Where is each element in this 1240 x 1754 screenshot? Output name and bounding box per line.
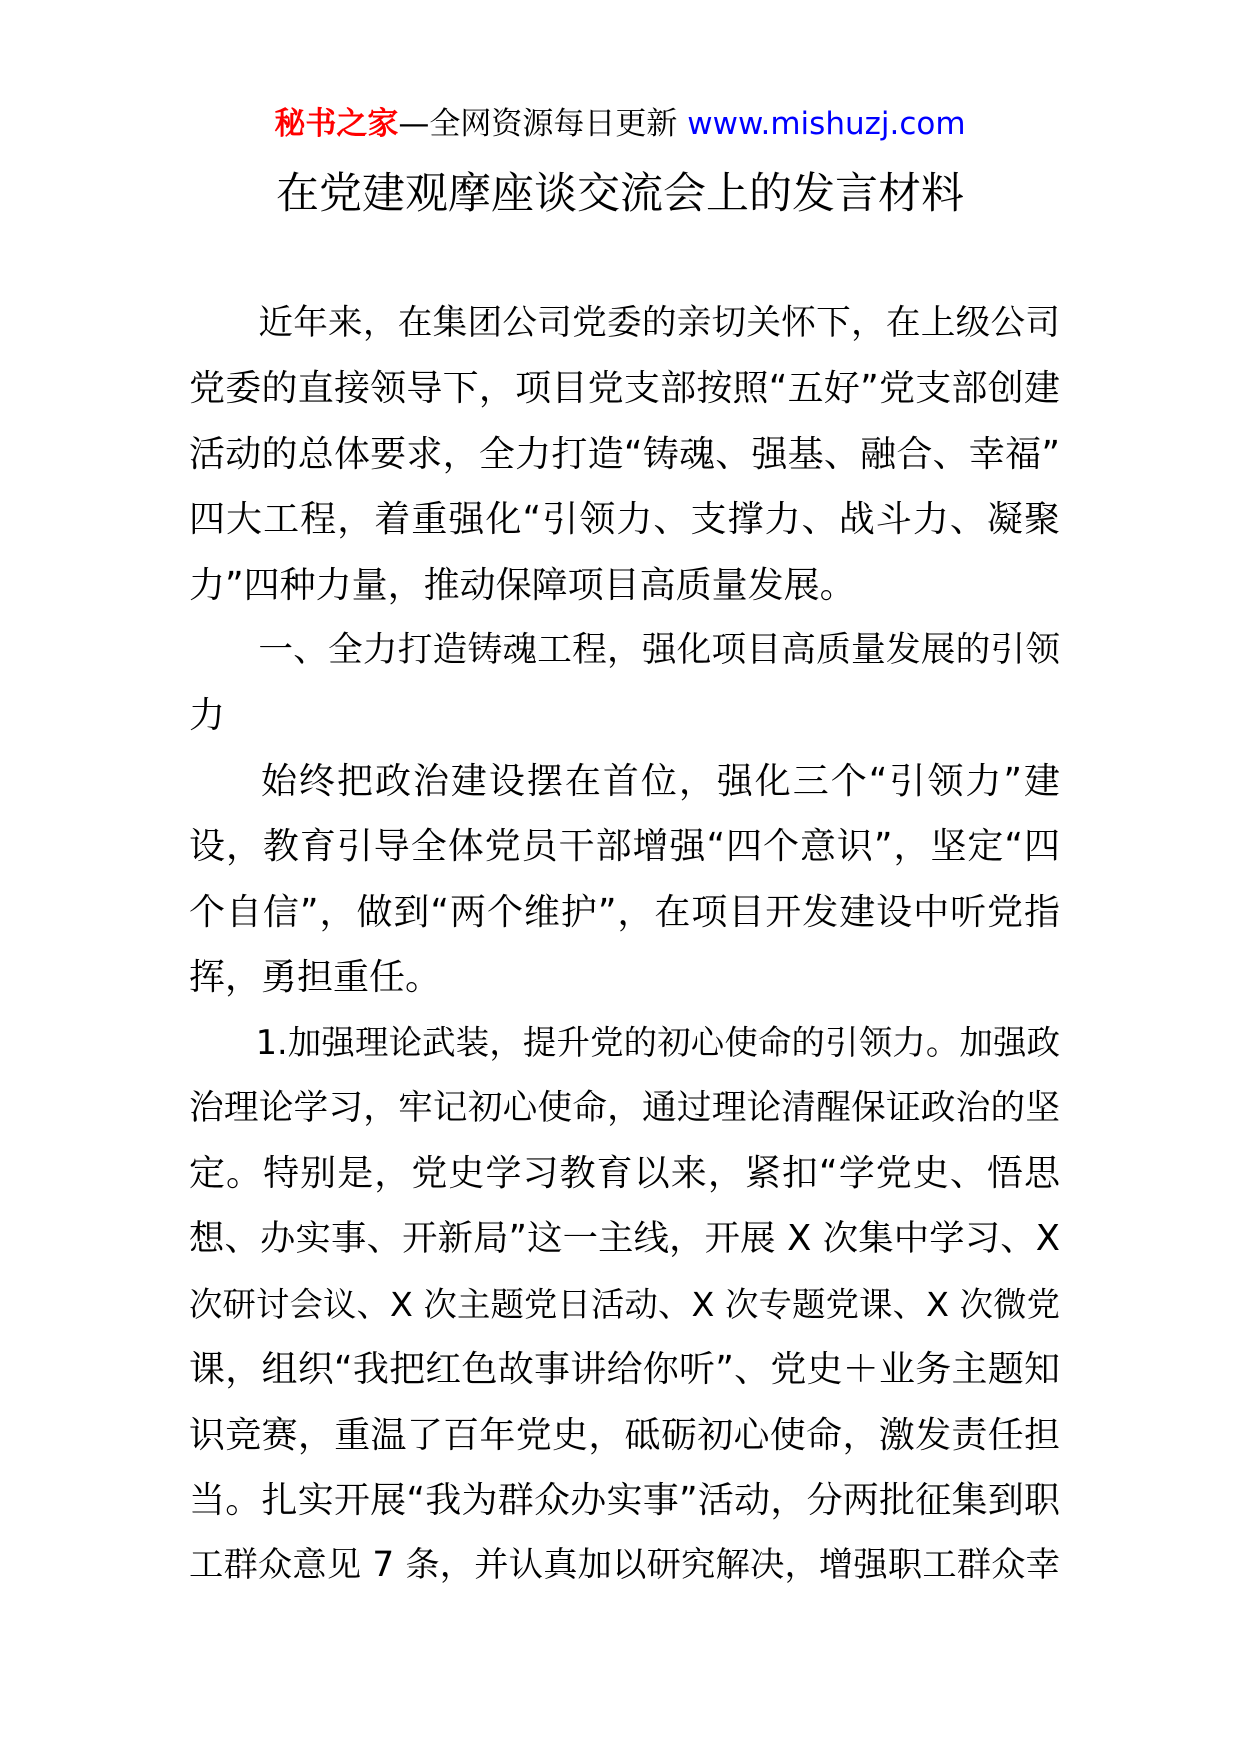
body-text-line: 治理论学习，牢记初心使命，通过理论清醒保证政治的坚 [189,1087,1060,1128]
body-text-line: 次研讨会议、X 次主题党日活动、X 次专题党课、X 次微党 [189,1284,1060,1324]
paragraph-item-1 [189,1010,1060,1599]
paragraph-political-building [189,749,1060,1011]
body-text-line: 近年来，在集团公司党委的亲切关怀下，在上级公司 [258,303,1060,343]
header-tagline: —全网资源每日更新 [398,106,688,142]
body-text-line: 四大工程，着重强化“引领力、支撑力、战斗力、凝聚 [189,499,1060,541]
body-text-line: 始终把政治建设摆在首位，强化三个“引领力”建 [261,760,1060,802]
body-text-line: 当。扎实开展“我为群众办实事”活动，分两批征集到职 [189,1480,1060,1522]
document-body [189,291,1060,1599]
site-url-link[interactable]: www.mishuzj.com [687,106,966,142]
body-text-line: 个自信”，做到“两个维护”，在项目开发建设中听党指 [189,891,1060,933]
section-heading [189,618,1060,749]
heading-text-line: 力 [189,695,226,737]
body-text-line: 设，教育引导全体党员干部增强“四个意识”，坚定“四 [189,826,1060,868]
body-text-line: 课，组织“我把红色故事讲给你听”、党史＋业务主题知 [189,1349,1060,1391]
site-header [0,100,1240,148]
body-text-line: 活动的总体要求，全力打造“铸魂、强基、融合、幸福” [189,433,1060,475]
brand-name: 秘书之家 [274,106,399,142]
body-text-line: 想、办实事、开新局”这一主线，开展 X 次集中学习、X [189,1218,1060,1260]
heading-text-line: 一、全力打造铸魂工程，强化项目高质量发展的引领 [258,629,1060,670]
document-title: 在党建观摩座谈交流会上的发言材料 [276,169,964,219]
body-text-line: 1.加强理论武装，提升党的初心使命的引领力。加强政 [255,1023,1060,1063]
paragraph-intro [189,291,1060,618]
body-text-line: 定。特别是，党史学习教育以来，紧扣“学党史、悟思 [189,1153,1060,1195]
body-text-line: 党委的直接领导下，项目党支部按照“五好”党支部创建 [189,368,1060,410]
body-text-line: 识竞赛，重温了百年党史，砥砺初心使命，激发责任担 [189,1414,1060,1456]
body-text-line: 工群众意见 7 条，并认真加以研究解决，增强职工群众幸 [189,1545,1060,1586]
body-text-line: 挥，勇担重任。 [189,956,442,998]
body-text-line: 力”四种力量，推动保障项目高质量发展。 [189,564,856,606]
